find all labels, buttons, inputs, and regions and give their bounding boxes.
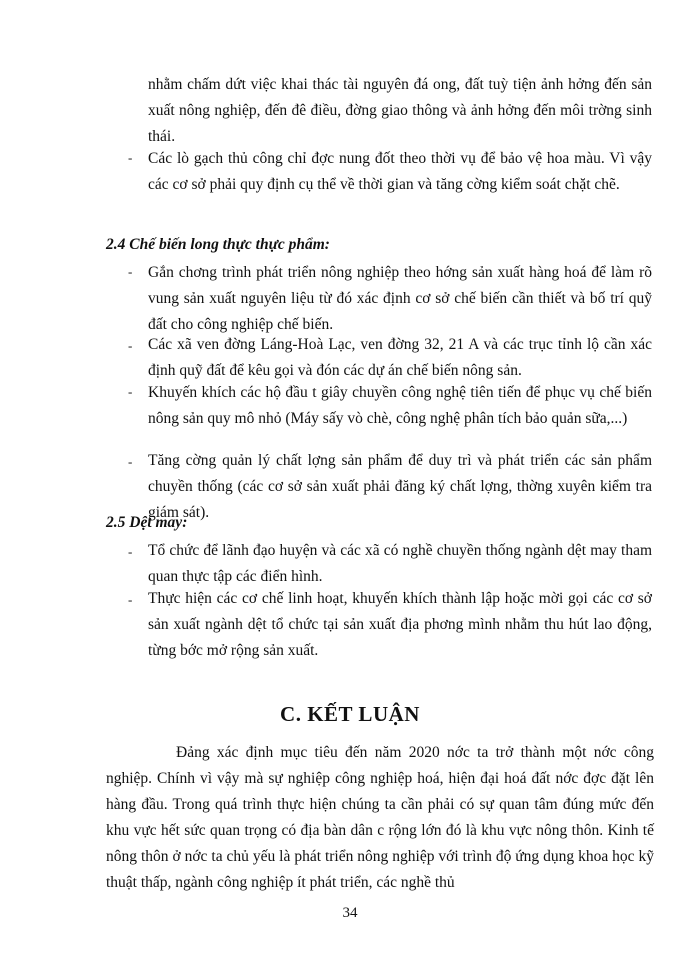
- conclusion-paragraph: Đảng xác định mục tiêu đến năm 2020 nớc ta trở thành một nớc công nghiệp. Chính vì vậy mà sự nghiệp công nghiệp hoá, hiện đại hoá đất nớc đợc đặt lên hàng đầu. Trong quá trình thực hiện chúng ta cần phải có sự quan tâm đúng mức đến khu vực hết sức quan trọng có địa bàn dân c rộng lớn đó là khu vực nông thôn. Kinh tế nông thôn ở nớc ta chủ yếu là phát triển nông nghiệp với trình độ ứng dụng khoa học kỹ thuật thấp, ngành công nghiệp ít phát triển, các nghề thủ: [106, 744, 654, 891]
- section-2-5-heading: 2.5 Dệt may:: [106, 514, 188, 531]
- bullet-marker: -: [128, 150, 133, 165]
- brick-kiln-bullet: Các lò gạch thủ công chỉ đợc nung đốt theo thời vụ để bảo vệ hoa màu. Vì vậy các cơ sở phải quy định cụ thể về thời gian và tăng cờng kiểm soát chặt chẽ.: [148, 150, 652, 193]
- conclusion-title: C. KẾT LUẬN: [280, 702, 420, 726]
- bullet-marker: -: [128, 384, 133, 399]
- bullet-marker: -: [128, 338, 133, 353]
- page-number: 34: [342, 905, 358, 921]
- continuation-paragraph: nhằm chấm dứt việc khai thác tài nguyên đá ong, đất tuỳ tiện ảnh hởng đến sản xuất nông nghiệp, đến đê điều, đờng giao thông và ảnh hởng đến môi trờng sinh thái.: [148, 76, 652, 145]
- section-2-4-bullet-1: Gắn chơng trình phát triển nông nghiệp theo hớng sản xuất hàng hoá để làm rõ vung sản xuất nguyên liệu từ đó xác định cơ sở chế biến cần thiết và bố trí quỹ đất cho công nghiệp chế biến.: [148, 264, 652, 333]
- section-2-4-heading: 2.4 Chế biến long thực thực phẩm:: [106, 236, 330, 253]
- bullet-marker: -: [128, 264, 133, 279]
- section-2-5-bullet-1: Tổ chức để lãnh đạo huyện và các xã có nghề chuyền thống ngành dệt may tham quan thực tập các điển hình.: [148, 542, 652, 585]
- bullet-marker: -: [128, 592, 133, 607]
- bullet-marker: -: [128, 454, 133, 469]
- section-2-4-bullet-2: Các xã ven đờng Láng-Hoà Lạc, ven đờng 32, 21 A và các trục tỉnh lộ cần xác định quỹ đất để kêu gọi và đón các dự án chế biến nông sản.: [148, 336, 652, 379]
- section-2-4-bullet-4: Tăng cờng quản lý chất lợng sản phẩm để duy trì và phát triển các sản phẩm chuyền thống (các cơ sở sản xuất phải đăng ký chất lợng, thờng xuyên kiểm tra giám sát).: [148, 452, 652, 521]
- section-2-4-bullet-3: Khuyến khích các hộ đầu t giây chuyền công nghệ tiên tiến để phục vụ chế biến nông sản quy mô nhỏ (Máy sấy vò chè, công nghệ phân tích bảo quản sữa,...): [148, 384, 652, 427]
- section-2-5-bullet-2: Thực hiện các cơ chế linh hoạt, khuyến khích thành lập hoặc mời gọi các cơ sở sản xuất ngành dệt tổ chức tại sản xuất địa phơng mình nhằm thu hút lao động, từng bớc mở rộng sản xuất.: [148, 590, 652, 659]
- bullet-marker: -: [128, 544, 133, 559]
